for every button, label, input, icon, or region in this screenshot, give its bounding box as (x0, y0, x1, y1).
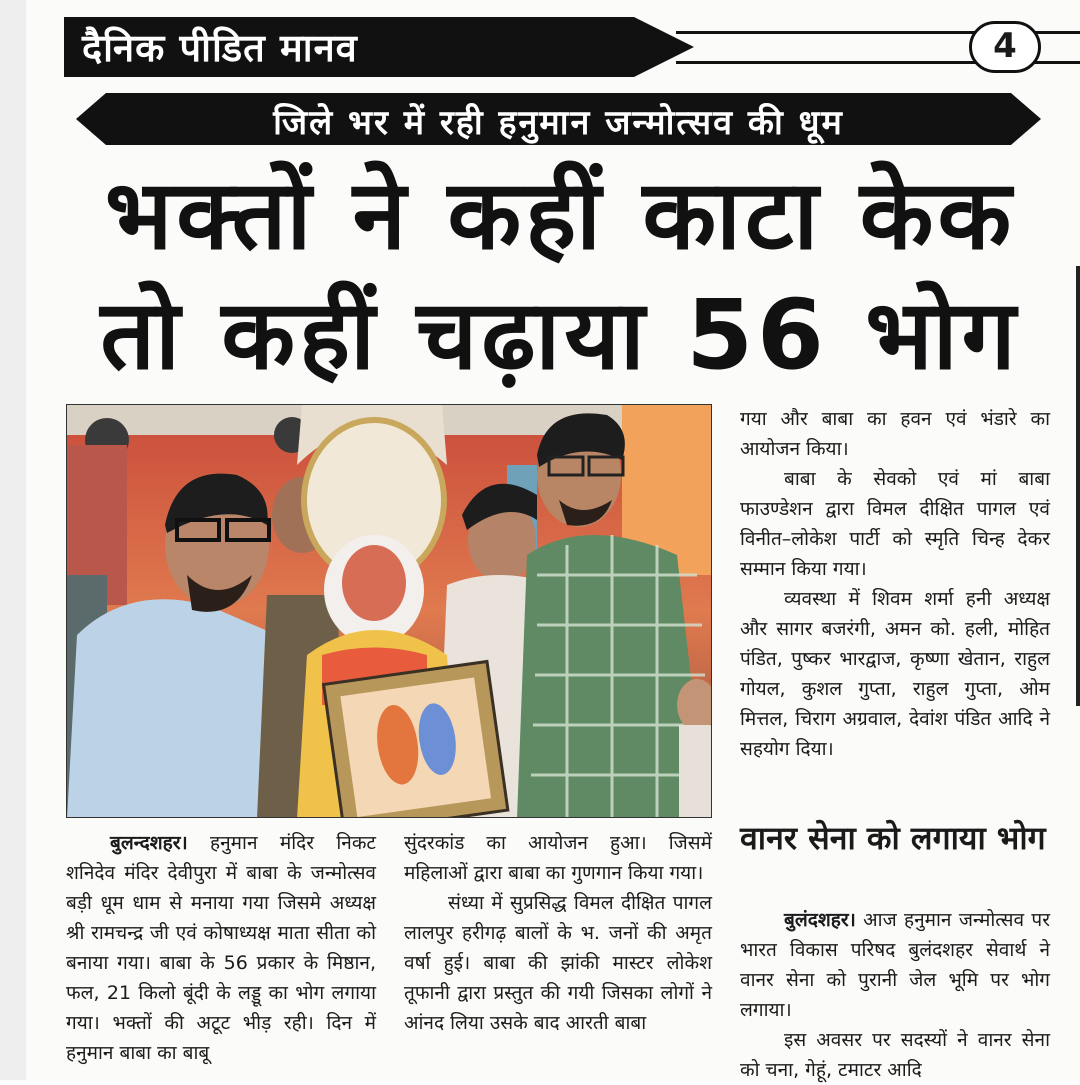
article-column-1 (66, 828, 376, 1068)
article-text: आज हनुमान जन्मोत्सव पर भारत विकास परिषद बुलंदशहर सेवार्थ ने वानर सेना को पुरानी जेल भूमि पर भोग लगाया। (740, 909, 1050, 1021)
kicker-left-point (76, 93, 106, 145)
headline-line-2: तो कहीं चढ़ाया 56 भोग (100, 279, 1020, 391)
masthead-bar-tip (634, 17, 694, 77)
article-paragraph: संध्या में सुप्रसिद्ध विमल दीक्षित पागल लालपुर हरीगढ़ बालों के भ. जनों की अमृत वर्षा हुई। बाबा की झांकी मास्टर लोकेश तूफानी द्वारा प्रस्तुत की गयी जिसका लोगों ने आंनद लिया उसके बाद आरती बाबा (404, 892, 712, 1034)
article-paragraph: इस अवसर पर सदस्यों ने वानर सेना को चना, गेहूं, टमाटर आदि (740, 1029, 1050, 1081)
paper-name: दैनिक पीडित मानव (82, 26, 358, 70)
kicker-text: जिले भर में रही हनुमान जन्मोत्सव की धूम (273, 103, 844, 143)
article-paragraph: व्यवस्था में शिवम शर्मा हनी अध्यक्ष और सागर बजरंगी, अमन को. हली, मोहित पंडित, पुष्कर भारद्वाज, कृष्णा खेतान, राहुल गोयल, कुशल गुप्ता, राहुल गुप्ता, ओम मित्तल, चिराग अग्रवाल, देवांश पंडित आदि ने सहयोग दिया। (740, 588, 1050, 760)
article-paragraph: बाबा के सेवको एवं मां बाबा फाउण्डेशन द्वारा विमल दीक्षित पागल एवं विनीत–लोकेश पार्टी को स्मृति चिन्ह देकर सम्मान किया गया। (740, 468, 1050, 580)
article-photo (66, 404, 712, 818)
dateline: बुलन्दशहर। (110, 832, 188, 854)
photo-illustration (67, 405, 712, 818)
kicker-right-point (1011, 93, 1041, 145)
article-paragraph: गया और बाबा का हवन एवं भंडारे का आयोजन किया। (740, 408, 1050, 460)
article-column-3 (740, 404, 1050, 764)
second-story-headline: वानर सेना को लगाया भोग (740, 819, 1046, 857)
page-gutter (0, 0, 26, 1080)
masthead (64, 17, 1080, 77)
second-story-body (740, 905, 1050, 1085)
adjacent-page-edge (1076, 266, 1080, 706)
page-number: 4 (993, 26, 1017, 66)
article-column-2 (404, 828, 712, 1038)
dateline: बुलंदशहर। (784, 909, 856, 931)
article-text: हनुमान मंदिर निकट शनिदेव मंदिर देवीपुरा में बाबा के जन्मोत्सव बड़ी धूम धाम से मनाया गया जिसमे अध्यक्ष श्री रामचन्द्र जी एवं कोषाध्यक्ष माता सीता को बनाया गया। बाबा के 56 प्रकार के मिष्ठान, फल, 21 किलो बूंदी के लड्डू का भोग लगाया गया। भक्तों की अटूट भीड़ रही। दिन में हनुमान बाबा का बाबू (66, 832, 376, 1064)
kicker-banner (76, 93, 1041, 145)
page-number-badge (969, 21, 1041, 73)
article-paragraph: सुंदरकांड का आयोजन हुआ। जिसमें महिलाओं द्वारा बाबा का गुणगान किया गया। (404, 832, 712, 884)
headline-line-1: भक्तों ने कहीं काटा केक (104, 159, 1016, 271)
